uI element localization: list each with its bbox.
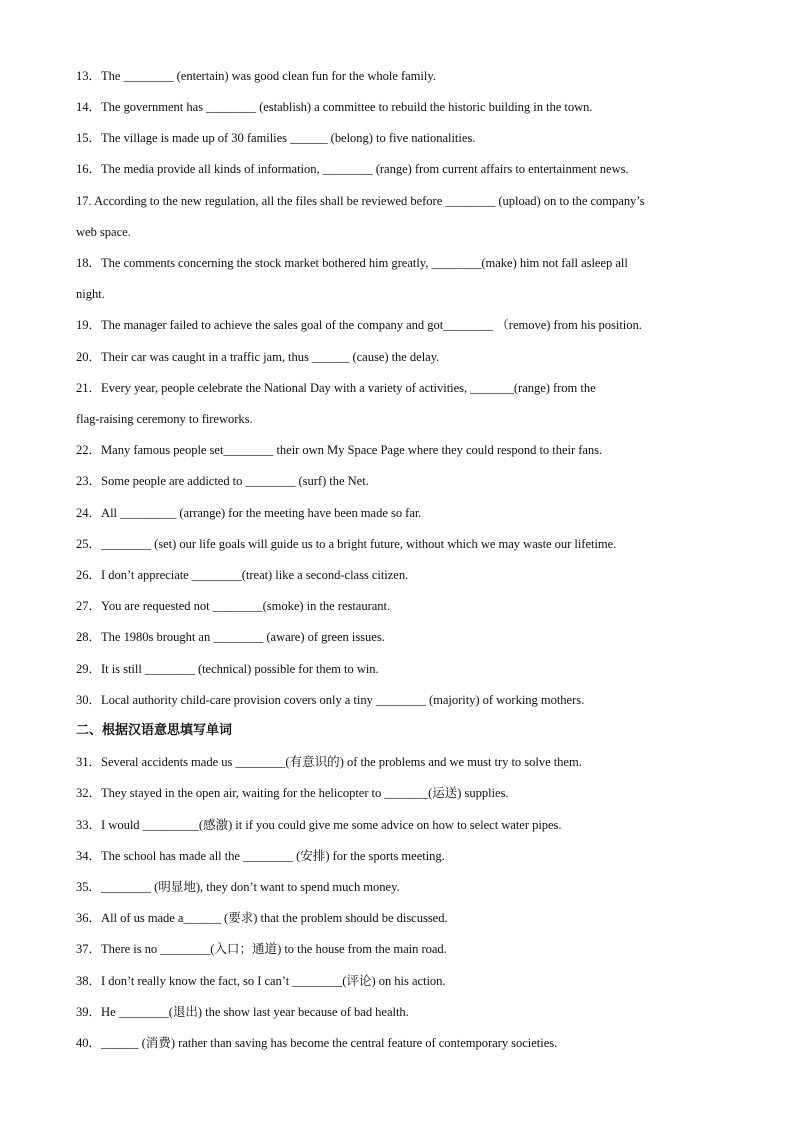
question-17-line-2: web space. — [76, 225, 131, 239]
question-15: 15．The village is made up of 30 families ______ (belong) to five nationalities. — [76, 131, 476, 145]
question-25: 25．________ (set) our life goals will guide us to a bright future, without which we may waste our lifetime. — [76, 537, 617, 551]
question-33: 33．I would _________(感激) it if you could give me some advice on how to select water pipes. — [76, 818, 562, 832]
question-28: 28．The 1980s brought an ________ (aware) of green issues. — [76, 630, 385, 644]
question-21-line-2: flag-raising ceremony to fireworks. — [76, 412, 253, 426]
question-27: 27．You are requested not ________(smoke) in the restaurant. — [76, 599, 391, 613]
question-36: 36．All of us made a______ (要求) that the problem should be discussed. — [76, 911, 448, 925]
question-29: 29．It is still ________ (technical) possible for them to win. — [76, 662, 379, 676]
question-16: 16．The media provide all kinds of information, ________ (range) from current affairs to entertainment news. — [76, 162, 629, 176]
question-37: 37．There is no ________(入口；通道) to the house from the main road. — [76, 942, 447, 956]
question-17-line-1: 17. According to the new regulation, all the files shall be reviewed before ________ (upload) on to the company’s — [76, 194, 645, 208]
question-30: 30．Local authority child-care provision covers only a tiny ________ (majority) of working mothers. — [76, 693, 585, 707]
question-24: 24．All _________ (arrange) for the meeting have been made so far. — [76, 506, 422, 520]
question-40: 40．______ (消费) rather than saving has become the central feature of contemporary societies. — [76, 1036, 558, 1050]
question-14: 14．The government has ________ (establish) a committee to rebuild the historic building in the town. — [76, 100, 593, 114]
section-heading: 二、根据汉语意思填写单词 — [76, 723, 233, 738]
question-32: 32．They stayed in the open air, waiting for the helicopter to _______(运送) supplies. — [76, 786, 509, 800]
question-31: 31．Several accidents made us ________(有意识的) of the problems and we must try to solve them. — [76, 755, 582, 769]
question-34: 34．The school has made all the ________ (安排) for the sports meeting. — [76, 849, 445, 863]
question-21-line-1: 21．Every year, people celebrate the National Day with a variety of activities, _______(range) from the — [76, 381, 596, 395]
question-18-line-1: 18．The comments concerning the stock market bothered him greatly, ________(make) him not fall asleep all — [76, 256, 628, 270]
question-18-line-2: night. — [76, 287, 105, 301]
question-39: 39．He ________(退出) the show last year because of bad health. — [76, 1005, 409, 1019]
question-38: 38．I don’t really know the fact, so I can’t ________(评论) on his action. — [76, 974, 446, 988]
question-19: 19．The manager failed to achieve the sales goal of the company and got________ （remove) from his position. — [76, 318, 642, 332]
question-20: 20．Their car was caught in a traffic jam, thus ______ (cause) the delay. — [76, 350, 440, 364]
question-35: 35．________ (明显地), they don’t want to spend much money. — [76, 880, 400, 894]
question-23: 23．Some people are addicted to ________ (surf) the Net. — [76, 474, 369, 488]
question-26: 26．I don’t appreciate ________(treat) like a second-class citizen. — [76, 568, 409, 582]
question-13: 13．The ________ (entertain) was good clean fun for the whole family. — [76, 69, 436, 83]
question-22: 22．Many famous people set________ their own My Space Page where they could respond to their fans. — [76, 443, 603, 457]
